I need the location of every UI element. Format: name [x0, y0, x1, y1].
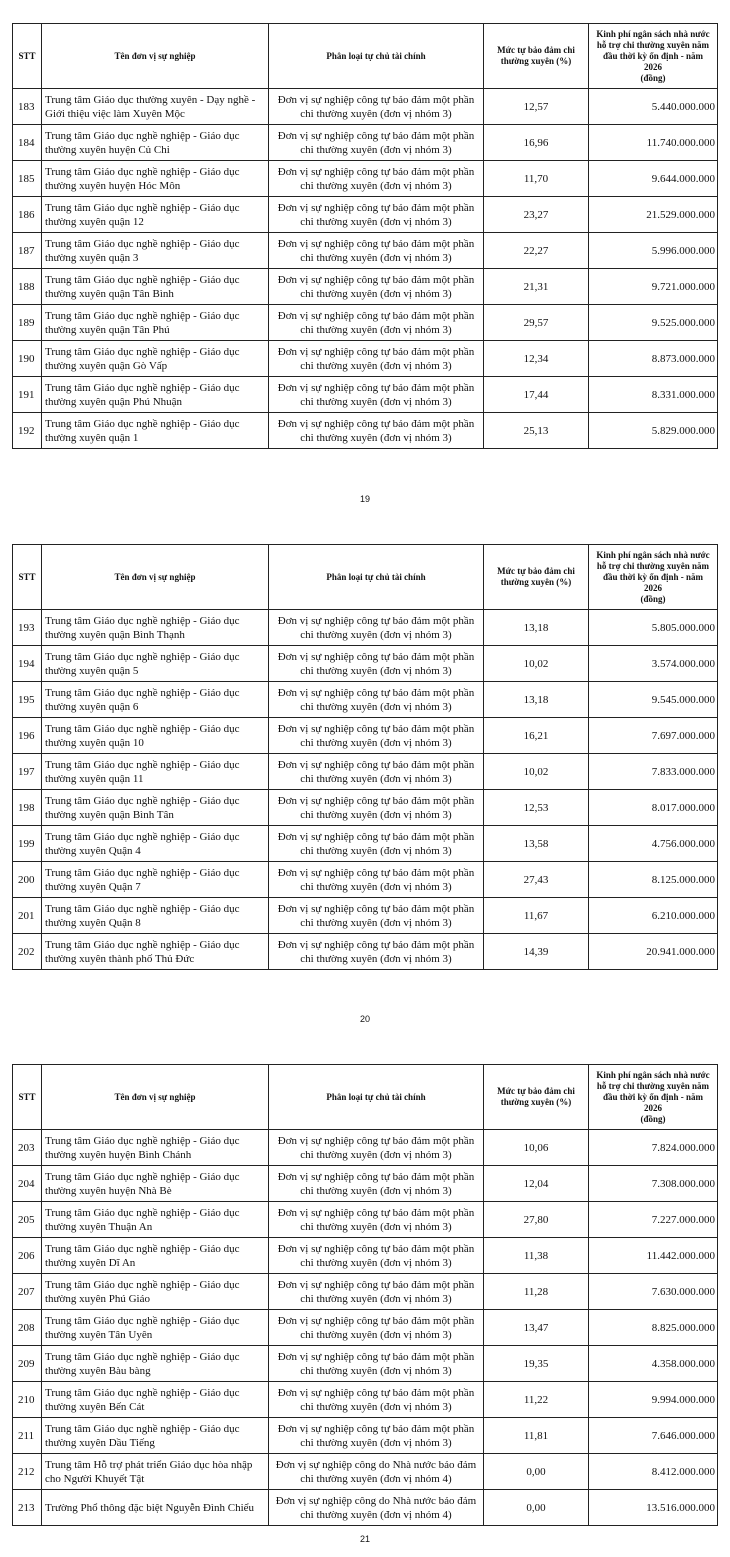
table-row — [13, 413, 718, 449]
row-funding-amount: 8.331.000.000 — [589, 377, 718, 413]
table-row — [13, 125, 718, 161]
row-unit-name: Trung tâm Giáo dục nghề nghiệp - Giáo dục thường xuyên quận Phú Nhuận — [42, 377, 269, 413]
row-unit-name: Trung tâm Giáo dục nghề nghiệp - Giáo dục thường xuyên Quận 8 — [42, 898, 269, 934]
row-classification: Đơn vị sự nghiệp công tự bảo đảm một phần chi thường xuyên (đơn vị nhóm 3) — [269, 898, 484, 934]
row-classification: Đơn vị sự nghiệp công tự bảo đảm một phần chi thường xuyên (đơn vị nhóm 3) — [269, 646, 484, 682]
row-funding-amount: 4.358.000.000 — [589, 1346, 718, 1382]
header-funding: Kinh phí ngân sách nhà nước hỗ trợ chi thường xuyên năm đầu thời kỳ ổn định - năm 2026 (đồng) — [589, 24, 718, 89]
row-classification: Đơn vị sự nghiệp công tự bảo đảm một phần chi thường xuyên (đơn vị nhóm 3) — [269, 826, 484, 862]
row-self-rate: 25,13 — [484, 413, 589, 449]
header-stt: STT — [13, 545, 42, 610]
table-row — [13, 1490, 718, 1526]
row-unit-name: Trung tâm Giáo dục nghề nghiệp - Giáo dục thường xuyên huyện Bình Chánh — [42, 1130, 269, 1166]
row-unit-name: Trung tâm Giáo dục nghề nghiệp - Giáo dục thường xuyên Thuận An — [42, 1202, 269, 1238]
header-classification: Phân loại tự chủ tài chính — [269, 24, 484, 89]
row-funding-amount: 11.740.000.000 — [589, 125, 718, 161]
row-stt: 187 — [13, 233, 42, 269]
row-self-rate: 19,35 — [484, 1346, 589, 1382]
row-classification: Đơn vị sự nghiệp công do Nhà nước bảo đảm chi thường xuyên (đơn vị nhóm 4) — [269, 1490, 484, 1526]
row-stt: 190 — [13, 341, 42, 377]
header-unit-name: Tên đơn vị sự nghiệp — [42, 545, 269, 610]
page-number: 19 — [359, 494, 370, 504]
table-body — [13, 1130, 718, 1526]
row-funding-amount: 9.545.000.000 — [589, 682, 718, 718]
row-funding-amount: 20.941.000.000 — [589, 934, 718, 970]
row-self-rate: 17,44 — [484, 377, 589, 413]
row-stt: 208 — [13, 1310, 42, 1346]
header-funding: Kinh phí ngân sách nhà nước hỗ trợ chi thường xuyên năm đầu thời kỳ ổn định - năm 2026 (đồng) — [589, 1065, 718, 1130]
row-classification: Đơn vị sự nghiệp công tự bảo đảm một phần chi thường xuyên (đơn vị nhóm 3) — [269, 1418, 484, 1454]
row-self-rate: 11,22 — [484, 1382, 589, 1418]
row-stt: 212 — [13, 1454, 42, 1490]
header-self-rate: Mức tự bảo đảm chi thường xuyên (%) — [484, 24, 589, 89]
row-funding-amount: 21.529.000.000 — [589, 197, 718, 233]
row-unit-name: Trung tâm Giáo dục nghề nghiệp - Giáo dục thường xuyên quận 3 — [42, 233, 269, 269]
row-unit-name: Trung tâm Giáo dục nghề nghiệp - Giáo dục thường xuyên Phú Giáo — [42, 1274, 269, 1310]
row-funding-amount: 13.516.000.000 — [589, 1490, 718, 1526]
row-unit-name: Trung tâm Hỗ trợ phát triển Giáo dục hòa nhập cho Người Khuyết Tật — [42, 1454, 269, 1490]
row-classification: Đơn vị sự nghiệp công tự bảo đảm một phần chi thường xuyên (đơn vị nhóm 3) — [269, 341, 484, 377]
budget-table — [12, 1064, 718, 1526]
table-row — [13, 197, 718, 233]
budget-table — [12, 544, 718, 970]
table-body — [13, 610, 718, 970]
table-row — [13, 934, 718, 970]
row-funding-amount: 8.017.000.000 — [589, 790, 718, 826]
row-self-rate: 16,96 — [484, 125, 589, 161]
row-funding-amount: 11.442.000.000 — [589, 1238, 718, 1274]
table-body — [13, 89, 718, 449]
row-self-rate: 11,38 — [484, 1238, 589, 1274]
row-self-rate: 10,02 — [484, 754, 589, 790]
row-classification: Đơn vị sự nghiệp công tự bảo đảm một phần chi thường xuyên (đơn vị nhóm 3) — [269, 1382, 484, 1418]
header-classification: Phân loại tự chủ tài chính — [269, 545, 484, 610]
row-unit-name: Trung tâm Giáo dục nghề nghiệp - Giáo dục thường xuyên quận Tân Bình — [42, 269, 269, 305]
table-row — [13, 1454, 718, 1490]
row-funding-amount: 3.574.000.000 — [589, 646, 718, 682]
row-stt: 206 — [13, 1238, 42, 1274]
row-unit-name: Trung tâm Giáo dục nghề nghiệp - Giáo dục thường xuyên quận 6 — [42, 682, 269, 718]
table-row — [13, 1418, 718, 1454]
row-classification: Đơn vị sự nghiệp công tự bảo đảm một phần chi thường xuyên (đơn vị nhóm 3) — [269, 413, 484, 449]
row-stt: 195 — [13, 682, 42, 718]
row-self-rate: 11,67 — [484, 898, 589, 934]
row-unit-name: Trung tâm Giáo dục nghề nghiệp - Giáo dục thường xuyên quận 10 — [42, 718, 269, 754]
row-stt: 192 — [13, 413, 42, 449]
row-stt: 211 — [13, 1418, 42, 1454]
row-classification: Đơn vị sự nghiệp công tự bảo đảm một phần chi thường xuyên (đơn vị nhóm 3) — [269, 1166, 484, 1202]
row-unit-name: Trung tâm Giáo dục nghề nghiệp - Giáo dục thường xuyên quận 12 — [42, 197, 269, 233]
row-stt: 197 — [13, 754, 42, 790]
row-self-rate: 23,27 — [484, 197, 589, 233]
row-self-rate: 12,57 — [484, 89, 589, 125]
row-classification: Đơn vị sự nghiệp công tự bảo đảm một phần chi thường xuyên (đơn vị nhóm 3) — [269, 125, 484, 161]
page-20-table-block — [12, 544, 717, 970]
row-self-rate: 0,00 — [484, 1490, 589, 1526]
table-row — [13, 862, 718, 898]
row-funding-amount: 9.644.000.000 — [589, 161, 718, 197]
row-classification: Đơn vị sự nghiệp công tự bảo đảm một phần chi thường xuyên (đơn vị nhóm 3) — [269, 89, 484, 125]
row-stt: 184 — [13, 125, 42, 161]
row-stt: 201 — [13, 898, 42, 934]
row-unit-name: Trung tâm Giáo dục nghề nghiệp - Giáo dục thường xuyên Tân Uyên — [42, 1310, 269, 1346]
row-self-rate: 11,28 — [484, 1274, 589, 1310]
row-stt: 204 — [13, 1166, 42, 1202]
row-self-rate: 0,00 — [484, 1454, 589, 1490]
header-funding: Kinh phí ngân sách nhà nước hỗ trợ chi thường xuyên năm đầu thời kỳ ổn định - năm 2026 (đồng) — [589, 545, 718, 610]
row-funding-amount: 8.125.000.000 — [589, 862, 718, 898]
row-self-rate: 11,81 — [484, 1418, 589, 1454]
table-row — [13, 1382, 718, 1418]
table-row — [13, 898, 718, 934]
row-funding-amount: 7.308.000.000 — [589, 1166, 718, 1202]
row-stt: 183 — [13, 89, 42, 125]
row-classification: Đơn vị sự nghiệp công tự bảo đảm một phần chi thường xuyên (đơn vị nhóm 3) — [269, 377, 484, 413]
row-unit-name: Trung tâm Giáo dục nghề nghiệp - Giáo dục thường xuyên Quận 7 — [42, 862, 269, 898]
row-funding-amount: 5.440.000.000 — [589, 89, 718, 125]
row-unit-name: Trung tâm Giáo dục nghề nghiệp - Giáo dục thường xuyên huyện Củ Chi — [42, 125, 269, 161]
row-stt: 203 — [13, 1130, 42, 1166]
table-row — [13, 790, 718, 826]
row-funding-amount: 9.525.000.000 — [589, 305, 718, 341]
header-stt: STT — [13, 1065, 42, 1130]
row-stt: 185 — [13, 161, 42, 197]
row-funding-amount: 9.721.000.000 — [589, 269, 718, 305]
row-classification: Đơn vị sự nghiệp công tự bảo đảm một phần chi thường xuyên (đơn vị nhóm 3) — [269, 790, 484, 826]
row-unit-name: Trung tâm Giáo dục nghề nghiệp - Giáo dục thường xuyên huyện Nhà Bè — [42, 1166, 269, 1202]
table-row — [13, 610, 718, 646]
row-unit-name: Trung tâm Giáo dục nghề nghiệp - Giáo dục thường xuyên Bến Cát — [42, 1382, 269, 1418]
row-classification: Đơn vị sự nghiệp công do Nhà nước bảo đảm chi thường xuyên (đơn vị nhóm 4) — [269, 1454, 484, 1490]
row-funding-amount: 8.412.000.000 — [589, 1454, 718, 1490]
row-classification: Đơn vị sự nghiệp công tự bảo đảm một phần chi thường xuyên (đơn vị nhóm 3) — [269, 934, 484, 970]
row-classification: Đơn vị sự nghiệp công tự bảo đảm một phần chi thường xuyên (đơn vị nhóm 3) — [269, 1238, 484, 1274]
row-stt: 189 — [13, 305, 42, 341]
table-row — [13, 377, 718, 413]
row-self-rate: 27,43 — [484, 862, 589, 898]
row-self-rate: 13,18 — [484, 682, 589, 718]
row-funding-amount: 9.994.000.000 — [589, 1382, 718, 1418]
row-stt: 209 — [13, 1346, 42, 1382]
row-self-rate: 22,27 — [484, 233, 589, 269]
row-classification: Đơn vị sự nghiệp công tự bảo đảm một phần chi thường xuyên (đơn vị nhóm 3) — [269, 718, 484, 754]
row-unit-name: Trung tâm Giáo dục nghề nghiệp - Giáo dục thường xuyên quận 1 — [42, 413, 269, 449]
row-self-rate: 13,18 — [484, 610, 589, 646]
row-stt: 213 — [13, 1490, 42, 1526]
row-funding-amount: 7.697.000.000 — [589, 718, 718, 754]
row-classification: Đơn vị sự nghiệp công tự bảo đảm một phần chi thường xuyên (đơn vị nhóm 3) — [269, 862, 484, 898]
header-stt: STT — [13, 24, 42, 89]
row-funding-amount: 7.824.000.000 — [589, 1130, 718, 1166]
row-unit-name: Trung tâm Giáo dục nghề nghiệp - Giáo dục thường xuyên quận Bình Thạnh — [42, 610, 269, 646]
table-row — [13, 89, 718, 125]
row-classification: Đơn vị sự nghiệp công tự bảo đảm một phần chi thường xuyên (đơn vị nhóm 3) — [269, 682, 484, 718]
row-stt: 198 — [13, 790, 42, 826]
row-funding-amount: 5.996.000.000 — [589, 233, 718, 269]
page-number: 20 — [359, 1014, 370, 1024]
row-self-rate: 12,34 — [484, 341, 589, 377]
row-classification: Đơn vị sự nghiệp công tự bảo đảm một phần chi thường xuyên (đơn vị nhóm 3) — [269, 233, 484, 269]
row-funding-amount: 4.756.000.000 — [589, 826, 718, 862]
table-row — [13, 718, 718, 754]
table-row — [13, 233, 718, 269]
row-funding-amount: 8.825.000.000 — [589, 1310, 718, 1346]
row-self-rate: 29,57 — [484, 305, 589, 341]
header-unit-name: Tên đơn vị sự nghiệp — [42, 1065, 269, 1130]
row-stt: 200 — [13, 862, 42, 898]
row-self-rate: 10,06 — [484, 1130, 589, 1166]
row-funding-amount: 6.210.000.000 — [589, 898, 718, 934]
row-unit-name: Trường Phổ thông đặc biệt Nguyễn Đình Chiểu — [42, 1490, 269, 1526]
row-unit-name: Trung tâm Giáo dục nghề nghiệp - Giáo dục thường xuyên huyện Hóc Môn — [42, 161, 269, 197]
table-row — [13, 269, 718, 305]
table-row — [13, 305, 718, 341]
row-self-rate: 13,47 — [484, 1310, 589, 1346]
row-stt: 186 — [13, 197, 42, 233]
row-stt: 188 — [13, 269, 42, 305]
page-21-table-block — [12, 1064, 717, 1526]
row-stt: 202 — [13, 934, 42, 970]
row-unit-name: Trung tâm Giáo dục nghề nghiệp - Giáo dục thường xuyên quận 5 — [42, 646, 269, 682]
row-classification: Đơn vị sự nghiệp công tự bảo đảm một phần chi thường xuyên (đơn vị nhóm 3) — [269, 1274, 484, 1310]
table-row — [13, 754, 718, 790]
row-classification: Đơn vị sự nghiệp công tự bảo đảm một phần chi thường xuyên (đơn vị nhóm 3) — [269, 1346, 484, 1382]
row-unit-name: Trung tâm Giáo dục nghề nghiệp - Giáo dục thường xuyên Bàu bàng — [42, 1346, 269, 1382]
row-unit-name: Trung tâm Giáo dục nghề nghiệp - Giáo dục thường xuyên quận Bình Tân — [42, 790, 269, 826]
row-self-rate: 27,80 — [484, 1202, 589, 1238]
row-stt: 207 — [13, 1274, 42, 1310]
row-funding-amount: 7.227.000.000 — [589, 1202, 718, 1238]
row-stt: 210 — [13, 1382, 42, 1418]
table-row — [13, 1202, 718, 1238]
row-funding-amount: 5.829.000.000 — [589, 413, 718, 449]
row-classification: Đơn vị sự nghiệp công tự bảo đảm một phần chi thường xuyên (đơn vị nhóm 3) — [269, 1202, 484, 1238]
table-row — [13, 341, 718, 377]
table-row — [13, 1130, 718, 1166]
header-unit-name: Tên đơn vị sự nghiệp — [42, 24, 269, 89]
row-unit-name: Trung tâm Giáo dục nghề nghiệp - Giáo dục thường xuyên quận 11 — [42, 754, 269, 790]
row-self-rate: 14,39 — [484, 934, 589, 970]
budget-table — [12, 23, 718, 449]
table-row — [13, 682, 718, 718]
row-funding-amount: 7.833.000.000 — [589, 754, 718, 790]
table-header-row — [13, 1065, 718, 1130]
row-self-rate: 12,04 — [484, 1166, 589, 1202]
header-classification: Phân loại tự chủ tài chính — [269, 1065, 484, 1130]
row-classification: Đơn vị sự nghiệp công tự bảo đảm một phần chi thường xuyên (đơn vị nhóm 3) — [269, 610, 484, 646]
page-number: 21 — [359, 1534, 370, 1544]
row-unit-name: Trung tâm Giáo dục nghề nghiệp - Giáo dục thường xuyên Dĩ An — [42, 1238, 269, 1274]
row-self-rate: 12,53 — [484, 790, 589, 826]
row-unit-name: Trung tâm Giáo dục nghề nghiệp - Giáo dục thường xuyên quận Gò Vấp — [42, 341, 269, 377]
row-classification: Đơn vị sự nghiệp công tự bảo đảm một phần chi thường xuyên (đơn vị nhóm 3) — [269, 269, 484, 305]
row-classification: Đơn vị sự nghiệp công tự bảo đảm một phần chi thường xuyên (đơn vị nhóm 3) — [269, 1310, 484, 1346]
header-self-rate: Mức tự bảo đảm chi thường xuyên (%) — [484, 545, 589, 610]
row-unit-name: Trung tâm Giáo dục nghề nghiệp - Giáo dục thường xuyên Dầu Tiếng — [42, 1418, 269, 1454]
row-unit-name: Trung tâm Giáo dục nghề nghiệp - Giáo dục thường xuyên quận Tân Phú — [42, 305, 269, 341]
table-row — [13, 1310, 718, 1346]
row-stt: 194 — [13, 646, 42, 682]
row-stt: 199 — [13, 826, 42, 862]
row-stt: 193 — [13, 610, 42, 646]
row-funding-amount: 8.873.000.000 — [589, 341, 718, 377]
page-19-table-block — [12, 23, 717, 449]
table-row — [13, 1346, 718, 1382]
row-self-rate: 21,31 — [484, 269, 589, 305]
row-classification: Đơn vị sự nghiệp công tự bảo đảm một phần chi thường xuyên (đơn vị nhóm 3) — [269, 161, 484, 197]
table-row — [13, 646, 718, 682]
row-funding-amount: 7.630.000.000 — [589, 1274, 718, 1310]
table-row — [13, 1274, 718, 1310]
table-header-row — [13, 24, 718, 89]
row-stt: 196 — [13, 718, 42, 754]
row-self-rate: 13,58 — [484, 826, 589, 862]
row-self-rate: 16,21 — [484, 718, 589, 754]
row-stt: 205 — [13, 1202, 42, 1238]
row-classification: Đơn vị sự nghiệp công tự bảo đảm một phần chi thường xuyên (đơn vị nhóm 3) — [269, 1130, 484, 1166]
row-stt: 191 — [13, 377, 42, 413]
table-row — [13, 1166, 718, 1202]
header-self-rate: Mức tự bảo đảm chi thường xuyên (%) — [484, 1065, 589, 1130]
row-funding-amount: 5.805.000.000 — [589, 610, 718, 646]
table-header-row — [13, 545, 718, 610]
row-self-rate: 10,02 — [484, 646, 589, 682]
table-row — [13, 1238, 718, 1274]
table-row — [13, 161, 718, 197]
row-classification: Đơn vị sự nghiệp công tự bảo đảm một phần chi thường xuyên (đơn vị nhóm 3) — [269, 305, 484, 341]
table-row — [13, 826, 718, 862]
row-unit-name: Trung tâm Giáo dục nghề nghiệp - Giáo dục thường xuyên thành phố Thủ Đức — [42, 934, 269, 970]
row-funding-amount: 7.646.000.000 — [589, 1418, 718, 1454]
row-classification: Đơn vị sự nghiệp công tự bảo đảm một phần chi thường xuyên (đơn vị nhóm 3) — [269, 754, 484, 790]
row-classification: Đơn vị sự nghiệp công tự bảo đảm một phần chi thường xuyên (đơn vị nhóm 3) — [269, 197, 484, 233]
row-self-rate: 11,70 — [484, 161, 589, 197]
row-unit-name: Trung tâm Giáo dục thường xuyên - Dạy nghề - Giới thiệu việc làm Xuyên Mộc — [42, 89, 269, 125]
row-unit-name: Trung tâm Giáo dục nghề nghiệp - Giáo dục thường xuyên Quận 4 — [42, 826, 269, 862]
